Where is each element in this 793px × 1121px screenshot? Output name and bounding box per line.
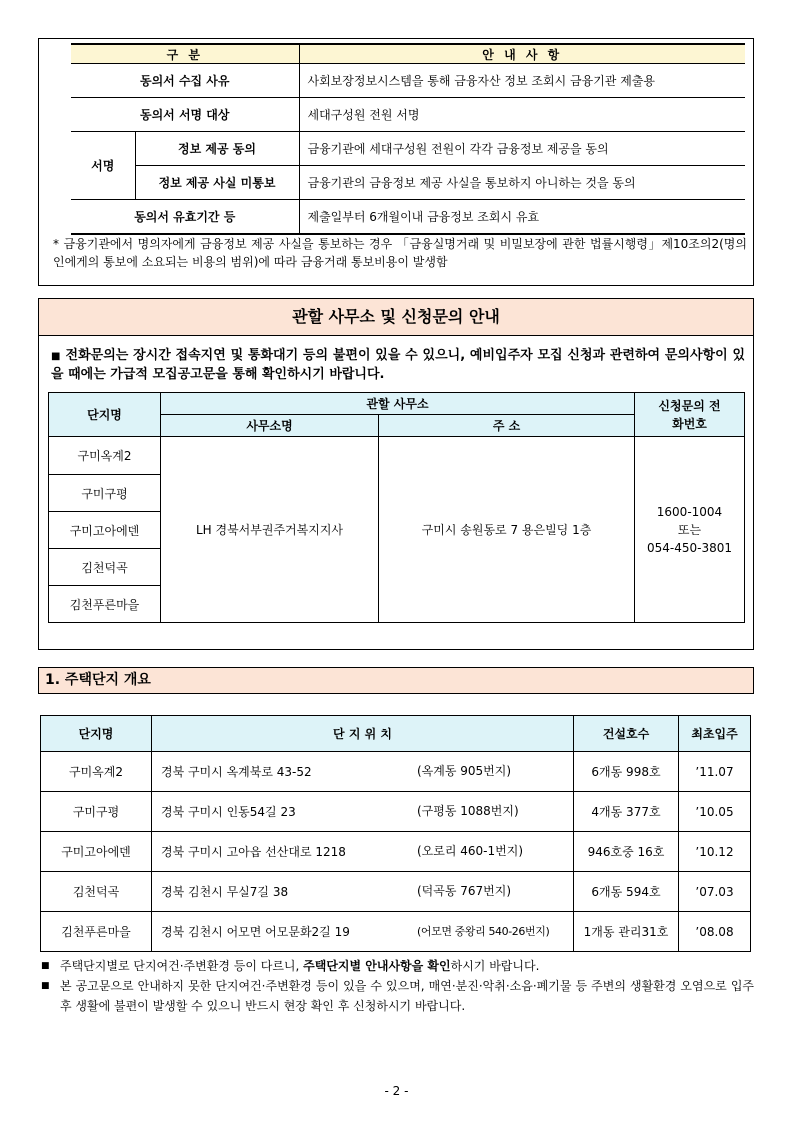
table-row bbox=[41, 792, 751, 832]
unit-count: 1개동 관리31호 bbox=[574, 912, 679, 952]
first-move-in: ’10.12 bbox=[679, 832, 751, 872]
complex-location bbox=[152, 752, 574, 792]
phone-inquiry-notice bbox=[51, 347, 745, 384]
lot-address: (구평동 1088번지) bbox=[417, 804, 519, 818]
table-row bbox=[41, 912, 751, 952]
table-row bbox=[71, 98, 745, 132]
table-row bbox=[71, 200, 745, 235]
lot-address: (옥계동 905번지) bbox=[417, 764, 512, 778]
road-address: 경북 구미시 고아읍 선산대로 1218 bbox=[161, 845, 346, 859]
note-text: 하시기 바랍니다. bbox=[450, 959, 540, 973]
table-row bbox=[41, 752, 751, 792]
first-move-in: ’11.07 bbox=[679, 752, 751, 792]
housing-overview-table bbox=[40, 715, 751, 952]
page-number: - 2 - bbox=[384, 1084, 409, 1098]
complex-name: 김천덕곡 bbox=[41, 872, 152, 912]
housing-notes bbox=[38, 956, 754, 1016]
notice-text: 전화문의는 장시간 접속지연 및 통화대기 등의 불편이 있을 수 있으니, 예비입주자 모집 신청과 관련하여 문의사항이 있을 때에는 가급적 모집공고문을 통해 확인하시기 바랍니다. bbox=[51, 348, 746, 382]
unit-count: 6개동 594호 bbox=[574, 872, 679, 912]
lot-address: (어모면 중왕리 540-26번지) bbox=[417, 925, 550, 938]
consent-table bbox=[71, 43, 745, 235]
signature-group-label: 서명 bbox=[71, 132, 135, 200]
complex-location bbox=[152, 872, 574, 912]
complex-name: 구미옥계2 bbox=[41, 752, 152, 792]
office-name: LH 경북서부권주거복지지사 bbox=[161, 437, 379, 623]
row-value: 세대구성원 전원 서명 bbox=[299, 98, 745, 132]
row-value: 금융기관에 세대구성원 전원이 각각 금융정보 제공을 동의 bbox=[299, 132, 745, 166]
complex-name: 구미구평 bbox=[41, 792, 152, 832]
unit-count: 4개동 377호 bbox=[574, 792, 679, 832]
first-move-in: ’08.08 bbox=[679, 912, 751, 952]
note-emphasis: 주택단지별 안내사항을 확인 bbox=[303, 959, 451, 973]
phone-or: 또는 bbox=[677, 522, 702, 537]
office-table bbox=[48, 392, 745, 623]
lot-address: (오로리 460-1번지) bbox=[417, 844, 524, 858]
table-row bbox=[71, 166, 745, 200]
lot-address: (덕곡동 767번지) bbox=[417, 884, 512, 898]
consent-table-header bbox=[71, 44, 745, 64]
housing-table-header bbox=[41, 716, 751, 752]
first-move-in: ’07.03 bbox=[679, 872, 751, 912]
list-item bbox=[38, 976, 754, 1016]
header-category: 구 분 bbox=[71, 44, 299, 64]
office-info-box bbox=[38, 298, 754, 650]
phone-number-1: 1600-1004 bbox=[656, 504, 723, 519]
complex-location bbox=[152, 832, 574, 872]
row-label: 정보 제공 사실 미통보 bbox=[135, 166, 299, 200]
office-section-title: 관할 사무소 및 신청문의 안내 bbox=[39, 299, 753, 336]
road-address: 경북 구미시 옥계북로 43-52 bbox=[161, 765, 312, 779]
complex-name: 구미고아에덴 bbox=[49, 512, 161, 549]
bullet-square-icon: ■ bbox=[41, 961, 50, 971]
table-row bbox=[71, 132, 745, 166]
row-value: 사회보장정보시스템을 통해 금융자산 정보 조회시 금융기관 제출용 bbox=[299, 64, 745, 98]
unit-count: 6개동 998호 bbox=[574, 752, 679, 792]
complex-name: 구미고아에덴 bbox=[41, 832, 152, 872]
bullet-square-icon: ■ bbox=[41, 981, 50, 991]
row-label: 동의서 서명 대상 bbox=[71, 98, 299, 132]
note-text: 본 공고문으로 안내하지 못한 단지여건·주변환경 등이 있을 수 있으며, 매연·분진·악취·소음·폐기물 등 주변의 생활환경 오염으로 입주 후 생활에 불편이 발생할 수 있으니 반드시 현장 확인 후 신청하시기 바랍니다. bbox=[60, 979, 754, 1013]
complex-name: 구미구평 bbox=[49, 475, 161, 512]
header-office-name: 사무소명 bbox=[161, 415, 379, 437]
road-address: 경북 구미시 인동54길 23 bbox=[161, 805, 296, 819]
complex-location bbox=[152, 792, 574, 832]
office-address: 구미시 송원동로 7 용은빌딩 1층 bbox=[379, 437, 635, 623]
header-complex: 단지명 bbox=[49, 393, 161, 437]
note-text: 주택단지별로 단지여건·주변환경 등이 다르니, bbox=[60, 959, 304, 973]
office-table-header bbox=[49, 393, 745, 415]
complex-name: 김천덕곡 bbox=[49, 549, 161, 586]
complex-name: 김천푸른마을 bbox=[41, 912, 152, 952]
complex-location bbox=[152, 912, 574, 952]
row-value: 금융기관의 금융정보 제공 사실을 통보하지 아니하는 것을 동의 bbox=[299, 166, 745, 200]
header-office-group: 관할 사무소 bbox=[161, 393, 635, 415]
financial-notice-note: * 금융기관에서 명의자에게 금융정보 제공 사실을 통보하는 경우 「금융실명거래 및 비밀보장에 관한 법률시행령」제10조의2(명의인에게의 통보에 소요되는 비용의 범위)에 따라 금융거래 통보비용이 발생함 bbox=[53, 237, 747, 269]
unit-count: 946호중 16호 bbox=[574, 832, 679, 872]
list-item bbox=[38, 956, 754, 976]
complex-name: 구미옥계2 bbox=[49, 437, 161, 475]
row-label: 동의서 유효기간 등 bbox=[71, 200, 299, 235]
table-row bbox=[41, 832, 751, 872]
table-row bbox=[71, 64, 745, 98]
office-phone bbox=[635, 437, 745, 623]
table-row bbox=[41, 872, 751, 912]
header-address: 주 소 bbox=[379, 415, 635, 437]
complex-name: 김천푸른마을 bbox=[49, 586, 161, 623]
road-address: 경북 김천시 무실7길 38 bbox=[161, 885, 289, 899]
row-label: 정보 제공 동의 bbox=[135, 132, 299, 166]
first-move-in: ’10.05 bbox=[679, 792, 751, 832]
bullet-square-icon: ■ bbox=[51, 351, 61, 362]
header-units: 건설호수 bbox=[574, 716, 679, 752]
header-first-move-in: 최초입주 bbox=[679, 716, 751, 752]
header-phone: 신청문의 전화번호 bbox=[635, 393, 745, 437]
header-guide: 안 내 사 항 bbox=[299, 44, 745, 64]
consent-info-box bbox=[38, 38, 754, 286]
header-location: 단 지 위 치 bbox=[152, 716, 574, 752]
row-value: 제출일부터 6개월이내 금융정보 조회시 유효 bbox=[299, 200, 745, 235]
phone-number-2: 054-450-3801 bbox=[646, 540, 732, 555]
table-row bbox=[49, 437, 745, 475]
row-label: 동의서 수집 사유 bbox=[71, 64, 299, 98]
header-complex: 단지명 bbox=[41, 716, 152, 752]
section-housing-overview-title: 1. 주택단지 개요 bbox=[38, 667, 754, 694]
road-address: 경북 김천시 어모면 어모문화2길 19 bbox=[161, 925, 350, 939]
